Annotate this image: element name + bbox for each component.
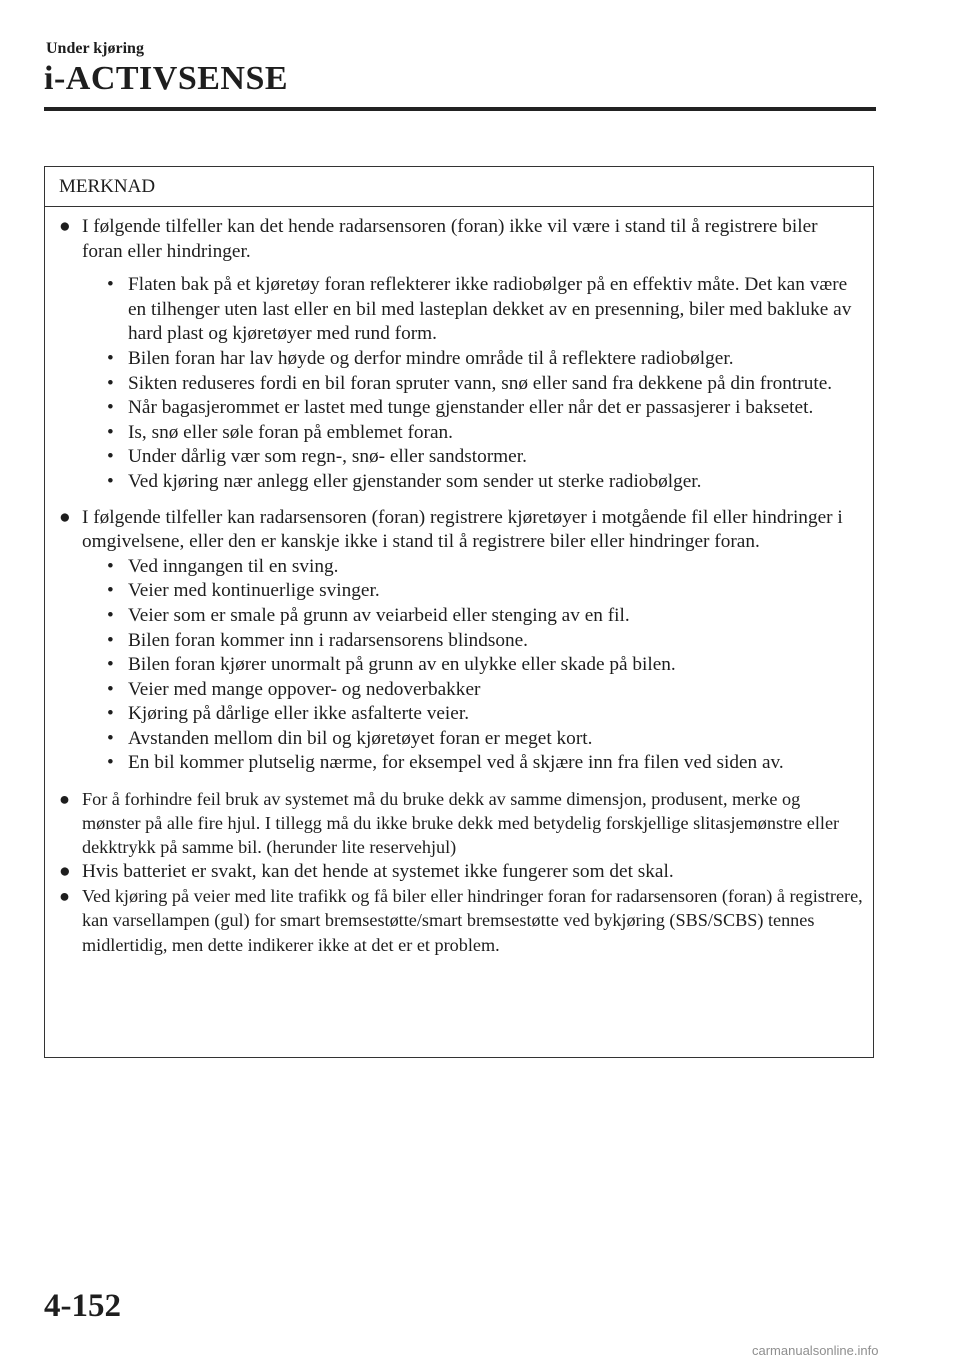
bullet-icon: • bbox=[107, 654, 114, 676]
note-item-text: I følgende tilfeller kan radarsensoren (foran) registrere kjøretøyer i motgående fil eller hindringer i omgivelsene, eller den er kanskje ikke i stand til å registrere biler eller hindringer foran. bbox=[82, 506, 843, 553]
sub-item: • Avstanden mellom din bil og kjøretøyet foran er meget kort. bbox=[82, 727, 863, 752]
bullet-icon: • bbox=[107, 421, 114, 443]
page-title: i-ACTIVSENSE bbox=[44, 60, 289, 97]
note-heading: MERKNAD bbox=[45, 167, 873, 207]
note-item-text: For å forhindre feil bruk av systemet må du bruke dekk av samme dimensjon, produsent, merke og mønster på alle fire hjul. I tillegg må du ikke bruke dekk med betydelig forskjellige slitasjemønstre eller dekktrykk på samme bil. (herunder lite reservehjul) bbox=[82, 789, 840, 858]
bullet-icon: • bbox=[107, 372, 114, 394]
sub-list bbox=[82, 555, 863, 776]
sub-item: • Ved inngangen til en sving. bbox=[82, 555, 863, 580]
bullet-icon: • bbox=[107, 678, 114, 700]
bullet-icon: • bbox=[107, 580, 114, 602]
sub-item: • Bilen foran kommer inn i radarsensorens blindsone. bbox=[82, 629, 863, 654]
sub-item: • Kjøring på dårlige eller ikke asfalterte veier. bbox=[82, 702, 863, 727]
bullet-icon: • bbox=[107, 274, 114, 296]
bullet-icon: • bbox=[107, 752, 114, 774]
note-item-text: I følgende tilfeller kan det hende radarsensoren (foran) ikke vil være i stand til å registrere biler foran eller hindringer. bbox=[82, 216, 818, 262]
sub-item: • Under dårlig vær som regn-, snø- eller sandstormer. bbox=[82, 445, 863, 470]
note-item-text: Hvis batteriet er svakt, kan det hende at systemet ikke fungerer som det skal. bbox=[82, 860, 674, 882]
sub-list bbox=[82, 273, 863, 494]
bullet-icon: • bbox=[107, 604, 114, 626]
note-item-text: Ved kjøring på veier med lite trafikk og få biler eller hindringer foran for radarsensoren (foran) å registrere, kan varsellampen (gul) for smart bremsestøtte/smart bremsestøtte ved bykjøring (SBS/SCBS) tennes midlertidig, men dette indikerer ikke at det er et problem. bbox=[82, 886, 863, 955]
sub-item: • Veier som er smale på grunn av veiarbeid eller stenging av en fil. bbox=[82, 604, 863, 629]
bullet-icon: ● bbox=[59, 216, 71, 237]
sub-item: • Flaten bak på et kjøretøy foran reflekterer ikke radiobølger på en effektiv måte. Det kan være en tilhenger uten last eller en bil med lasteplan dekket av en presenning, biler med bakluke av hard plast og kjøretøyer med rund form. bbox=[107, 274, 852, 345]
sub-item: • Veier med kontinuerlige svinger. bbox=[82, 579, 863, 604]
bullet-icon: ● bbox=[59, 789, 70, 810]
bullet-icon: • bbox=[107, 347, 114, 369]
note-item bbox=[59, 506, 863, 777]
bullet-icon: • bbox=[107, 470, 114, 492]
bullet-icon: • bbox=[107, 629, 114, 651]
bullet-icon: ● bbox=[59, 886, 70, 907]
title-divider bbox=[44, 107, 876, 111]
sub-item: • Bilen foran har lav høyde og derfor mindre område til å reflektere radiobølger. bbox=[82, 347, 863, 372]
bullet-icon: • bbox=[107, 555, 114, 577]
note-item bbox=[59, 787, 863, 860]
sub-item: • En bil kommer plutselig nærme, for eksempel ved å skjære inn fra filen ved siden av. bbox=[82, 751, 863, 776]
bullet-icon: • bbox=[107, 397, 114, 419]
note-box bbox=[44, 166, 874, 1058]
note-body bbox=[45, 207, 873, 957]
note-item bbox=[59, 884, 863, 957]
page-number: 4-152 bbox=[44, 1288, 121, 1324]
bullet-icon: • bbox=[107, 727, 114, 749]
section-label: Under kjøring bbox=[46, 40, 144, 57]
bullet-icon: ● bbox=[59, 860, 71, 882]
note-item bbox=[59, 215, 863, 495]
sub-item: • Is, snø eller søle foran på emblemet foran. bbox=[82, 421, 863, 446]
bullet-icon: • bbox=[107, 446, 114, 468]
watermark: carmanualsonline.info bbox=[752, 1343, 879, 1358]
bullet-icon: • bbox=[107, 703, 114, 725]
bullet-icon: ● bbox=[59, 506, 71, 528]
sub-item: • Sikten reduseres fordi en bil foran spruter vann, snø eller sand fra dekkene på din frontrute. bbox=[82, 372, 863, 397]
sub-item: • Bilen foran kjører unormalt på grunn av en ulykke eller skade på bilen. bbox=[82, 653, 863, 678]
note-item bbox=[59, 860, 863, 885]
sub-item: • Veier med mange oppover- og nedoverbakker bbox=[82, 678, 863, 703]
sub-item: • Når bagasjerommet er lastet med tunge gjenstander eller når det er passasjerer i baksetet. bbox=[82, 396, 863, 421]
sub-item: • Ved kjøring nær anlegg eller gjenstander som sender ut sterke radiobølger. bbox=[82, 470, 863, 495]
